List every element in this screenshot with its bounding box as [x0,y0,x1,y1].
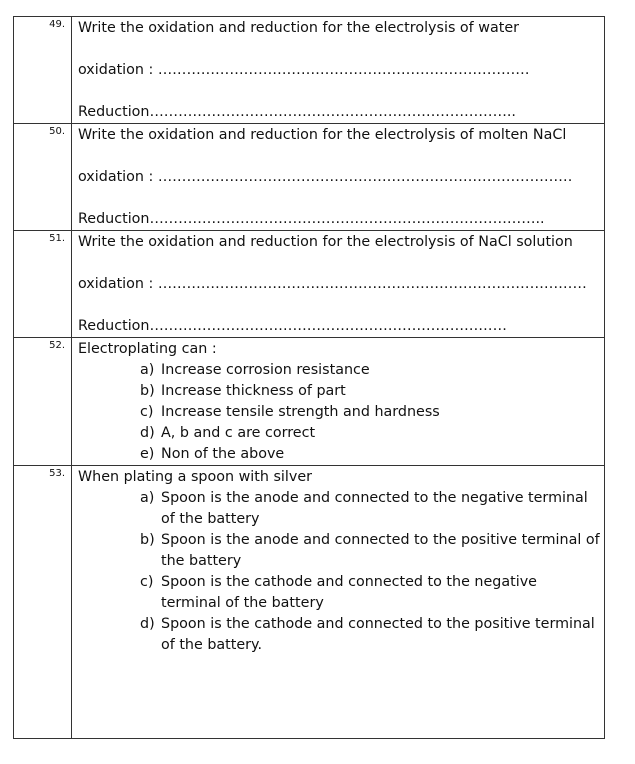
question-row-49 [14,17,605,124]
question-prompt: Write the oxidation and reduction for the electrolysis of NaCl solution [78,234,573,250]
question-prompt: Electroplating can : [78,341,217,357]
option-a [140,360,604,381]
option-marker: d) [140,425,155,441]
option-text: Non of the above [161,446,285,462]
option-b [140,530,604,572]
option-marker: b) [140,383,155,399]
option-text: Spoon is the anode and connected to the positive terminal of the battery [161,532,600,569]
question-number: 51. [14,231,72,338]
reduction-answer-line: Reduction………………………………………………………………….. [78,104,516,120]
question-body [72,231,605,338]
question-row-52 [14,338,605,466]
question-row-50 [14,124,605,231]
question-number: 50. [14,124,72,231]
question-number: 53. [14,466,72,739]
option-marker: c) [140,404,154,420]
reduction-answer-line: Reduction……………………………………………………………………….. [78,211,545,227]
option-list [78,360,604,465]
option-b [140,381,604,402]
option-list [78,488,604,656]
question-body [72,17,605,124]
reduction-answer-line: Reduction………………………………………………………………… [78,318,507,334]
question-row-53 [14,466,605,739]
oxidation-answer-line: oxidation : …………………………………………………………………………… [78,169,573,185]
question-body [72,338,605,466]
option-a [140,488,604,530]
option-d [140,423,604,444]
option-marker: b) [140,532,155,548]
option-text: Increase thickness of part [161,383,346,399]
option-c [140,572,604,614]
option-marker: a) [140,362,155,378]
question-table [13,16,605,739]
oxidation-answer-line: oxidation : ……………………………………………………………………………… [78,276,587,292]
question-body [72,466,605,739]
oxidation-answer-line: oxidation : …………………………………………………………………… [78,62,530,78]
option-text: Spoon is the cathode and connected to the positive terminal of the battery. [161,616,595,653]
option-text: Spoon is the anode and connected to the negative terminal of the battery [161,490,588,527]
question-prompt: Write the oxidation and reduction for the electrolysis of molten NaCl [78,127,567,143]
option-marker: e) [140,446,155,462]
option-e [140,444,604,465]
question-body [72,124,605,231]
question-prompt: Write the oxidation and reduction for the electrolysis of water [78,20,519,36]
option-d [140,614,604,656]
option-text: Increase tensile strength and hardness [161,404,440,420]
question-number: 52. [14,338,72,466]
option-text: A, b and c are correct [161,425,316,441]
option-marker: a) [140,490,155,506]
question-number: 49. [14,17,72,124]
option-c [140,402,604,423]
option-text: Spoon is the cathode and connected to the negative terminal of the battery [161,574,537,611]
option-text: Increase corrosion resistance [161,362,370,378]
question-prompt: When plating a spoon with silver [78,469,312,485]
option-marker: c) [140,574,154,590]
question-row-51 [14,231,605,338]
option-marker: d) [140,616,155,632]
